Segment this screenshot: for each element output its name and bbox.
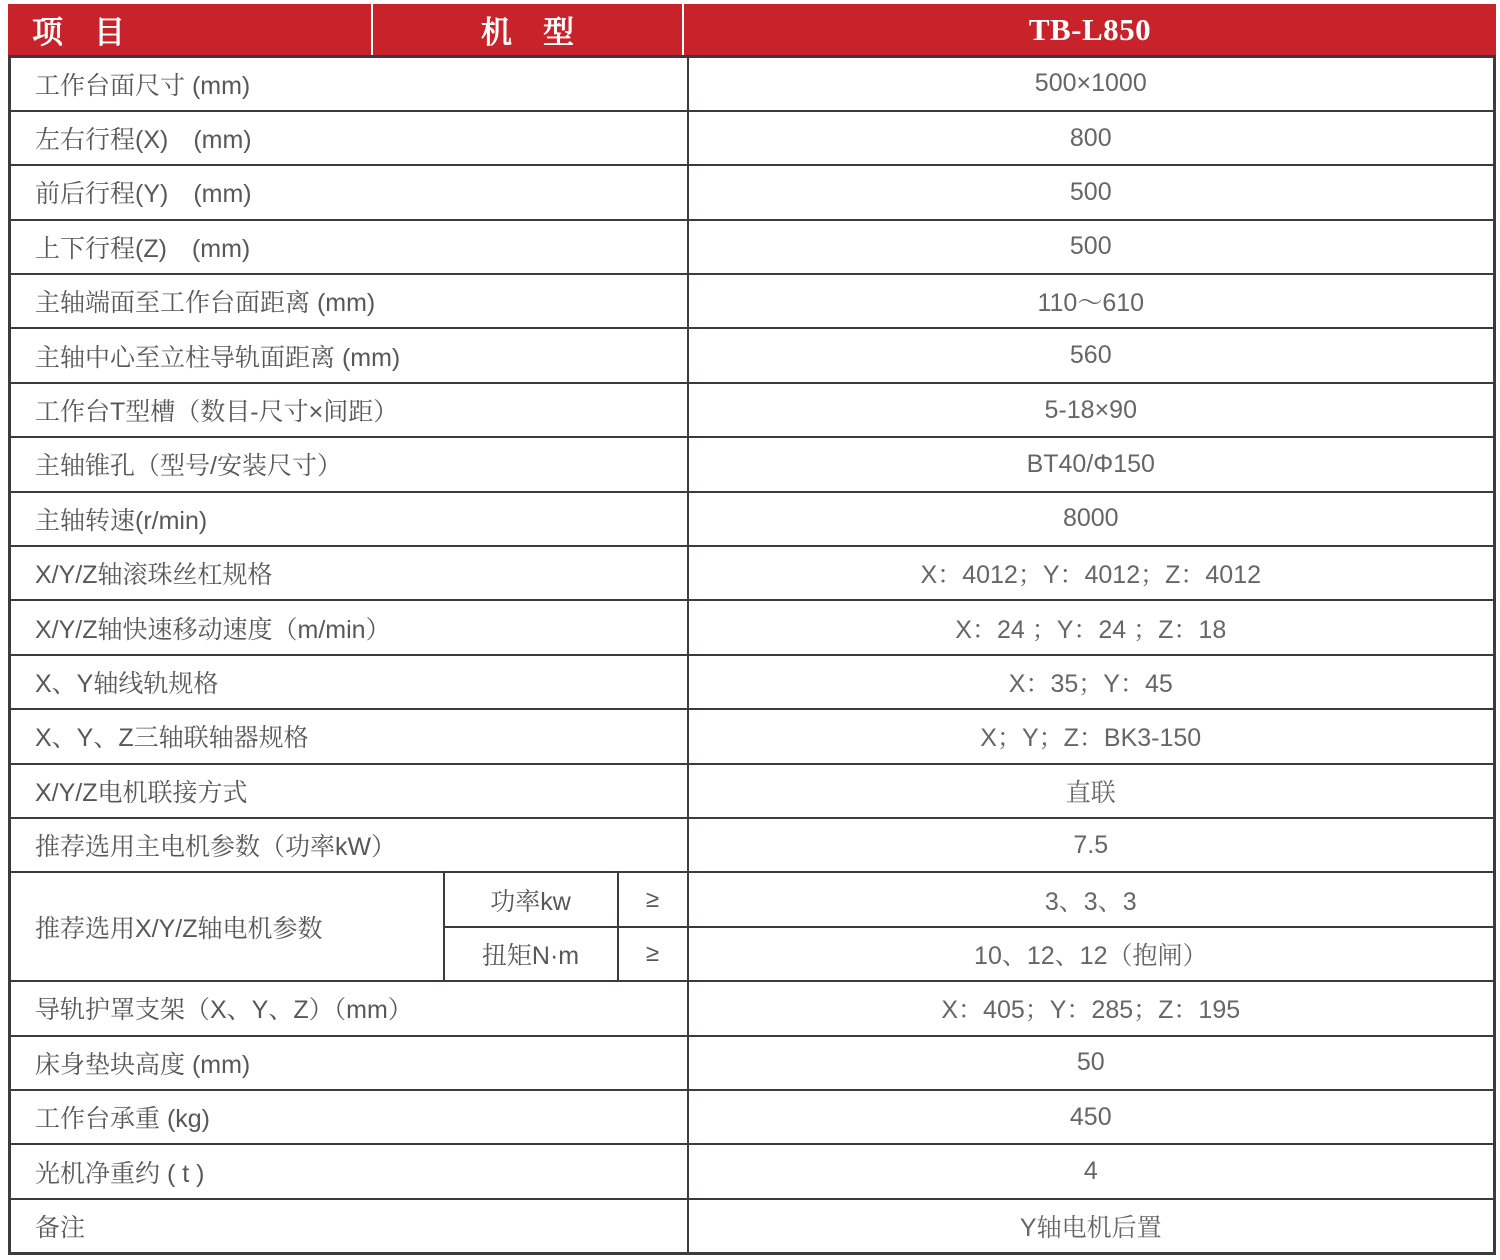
table-header [8, 4, 1496, 55]
table-row [10, 655, 1495, 709]
spec-value: X；Y；Z：BK3-150 [688, 709, 1495, 763]
spec-label: X/Y/Z电机联接方式 [10, 764, 688, 818]
table-row [10, 764, 1495, 818]
spec-value: BT40/Φ150 [688, 437, 1495, 491]
spec-label: 床身垫块高度 (mm) [10, 1036, 688, 1090]
spec-label: 主轴中心至立柱导轨面距离 (mm) [10, 328, 688, 382]
spec-label: X、Y轴线轨规格 [10, 655, 688, 709]
spec-label: 导轨护罩支架（X、Y、Z）（mm） [10, 981, 688, 1035]
spec-label: 光机净重约 ( t ) [10, 1144, 688, 1198]
greater-equal-sign: ≥ [618, 872, 688, 926]
spec-value: 500 [688, 165, 1495, 219]
spec-label: 左右行程(X) (mm) [10, 111, 688, 165]
spec-value: X：405；Y：285；Z：195 [688, 981, 1495, 1035]
spec-label: 主轴锥孔（型号/安装尺寸） [10, 437, 688, 491]
spec-value: 5-18×90 [688, 383, 1495, 437]
header-item-column: 项 目 [8, 4, 373, 55]
spec-label-motor-params: 推荐选用X/Y/Z轴电机参数 [10, 872, 444, 981]
table-row [10, 165, 1495, 219]
spec-label: 工作台承重 (kg) [10, 1090, 688, 1144]
spec-label: X/Y/Z轴滚珠丝杠规格 [10, 546, 688, 600]
table-row [10, 1090, 1495, 1144]
spec-sheet [8, 4, 1496, 1255]
spec-label: 工作台T型槽（数目-尺寸×间距） [10, 383, 688, 437]
spec-value: 110～610 [688, 274, 1495, 328]
spec-value: 500×1000 [688, 57, 1495, 111]
table-row [10, 1144, 1495, 1198]
spec-value: 3、3、3 [688, 872, 1495, 926]
spec-label: 推荐选用主电机参数（功率kW） [10, 818, 688, 872]
spec-label: 备注 [10, 1199, 688, 1253]
spec-label: X、Y、Z三轴联轴器规格 [10, 709, 688, 763]
spec-value: 450 [688, 1090, 1495, 1144]
table-row [10, 274, 1495, 328]
table-row [10, 328, 1495, 382]
motor-param-name: 功率kw [444, 872, 618, 926]
spec-label: 主轴转速(r/min) [10, 492, 688, 546]
spec-value: 10、12、12（抱闸） [688, 927, 1495, 981]
table-row [10, 709, 1495, 763]
table-row [10, 1199, 1495, 1253]
table-row [10, 600, 1495, 654]
header-model-name: TB-L850 [1028, 11, 1152, 47]
table-row-motor-power [10, 872, 1495, 926]
spec-value: 800 [688, 111, 1495, 165]
spec-value: X：24 ；Y：24 ；Z：18 [688, 600, 1495, 654]
spec-value: X：4012；Y：4012；Z：4012 [688, 546, 1495, 600]
spec-value: 7.5 [688, 818, 1495, 872]
spec-value: 500 [688, 220, 1495, 274]
table-row [10, 546, 1495, 600]
header-model-column: 机 型 [373, 4, 684, 55]
table-row [10, 57, 1495, 111]
spec-label: 主轴端面至工作台面距离 (mm) [10, 274, 688, 328]
spec-value: 560 [688, 328, 1495, 382]
greater-equal-sign: ≥ [618, 927, 688, 981]
spec-label: 上下行程(Z) (mm) [10, 220, 688, 274]
spec-table [8, 55, 1496, 1255]
table-row [10, 492, 1495, 546]
table-row [10, 981, 1495, 1035]
spec-label: 工作台面尺寸 (mm) [10, 57, 688, 111]
spec-value: 8000 [688, 492, 1495, 546]
spec-label: X/Y/Z轴快速移动速度（m/min） [10, 600, 688, 654]
spec-value: 4 [688, 1144, 1495, 1198]
table-row [10, 111, 1495, 165]
spec-value: Y轴电机后置 [688, 1199, 1495, 1253]
table-row [10, 220, 1495, 274]
spec-value: 50 [688, 1036, 1495, 1090]
table-row [10, 437, 1495, 491]
spec-value: 直联 [688, 764, 1495, 818]
table-row [10, 383, 1495, 437]
spec-label: 前后行程(Y) (mm) [10, 165, 688, 219]
table-row [10, 818, 1495, 872]
spec-value: X：35；Y：45 [688, 655, 1495, 709]
table-row [10, 1036, 1495, 1090]
motor-param-name: 扭矩N·m [444, 927, 618, 981]
